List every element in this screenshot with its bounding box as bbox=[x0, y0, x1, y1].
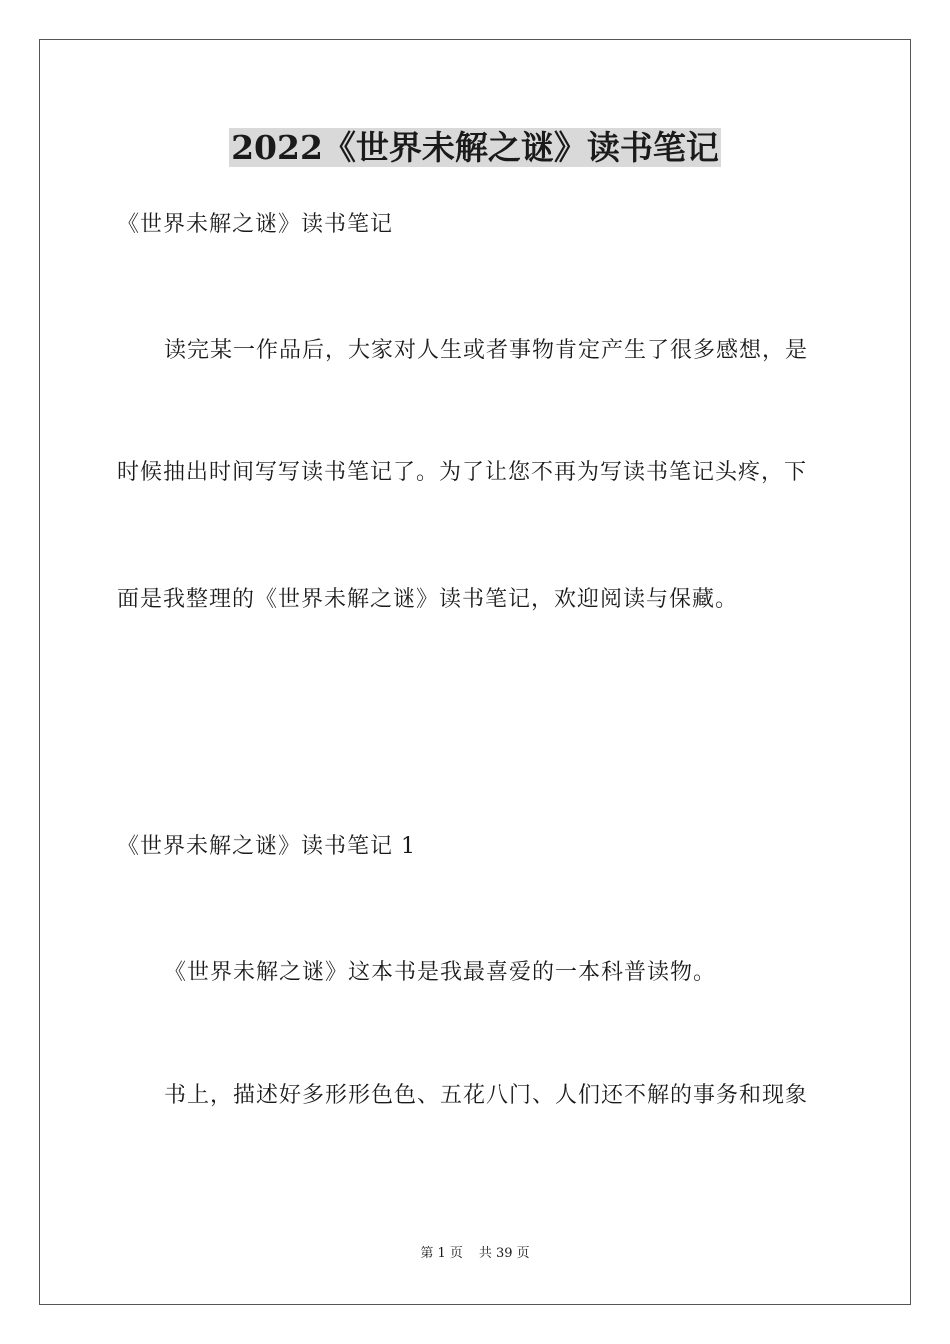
document-title bbox=[0, 123, 950, 173]
page-number-current: 第 1 页 bbox=[420, 1246, 463, 1261]
document-subtitle: 《世界未解之谜》读书笔记 bbox=[117, 212, 394, 237]
intro-line-2: 时候抽出时间写写读书笔记了。为了让您不再为写读书笔记头疼，下 bbox=[117, 460, 808, 485]
page-footer bbox=[0, 1244, 950, 1264]
intro-line-3: 面是我整理的《世界未解之谜》读书笔记，欢迎阅读与保藏。 bbox=[117, 587, 739, 612]
page-number-total: 共 39 页 bbox=[478, 1246, 530, 1261]
section-heading: 《世界未解之谜》读书笔记 1 bbox=[117, 834, 416, 859]
body-line-2: 书上，描述好多形形色色、五花八门、人们还不解的事务和现象 bbox=[164, 1083, 809, 1108]
intro-line-1: 读完某一作品后，大家对人生或者事物肯定产生了很多感想，是 bbox=[164, 338, 809, 363]
document-title-text: 2022《世界未解之谜》读书笔记 bbox=[231, 128, 719, 167]
body-line-1: 《世界未解之谜》这本书是我最喜爱的一本科普读物。 bbox=[164, 960, 717, 985]
